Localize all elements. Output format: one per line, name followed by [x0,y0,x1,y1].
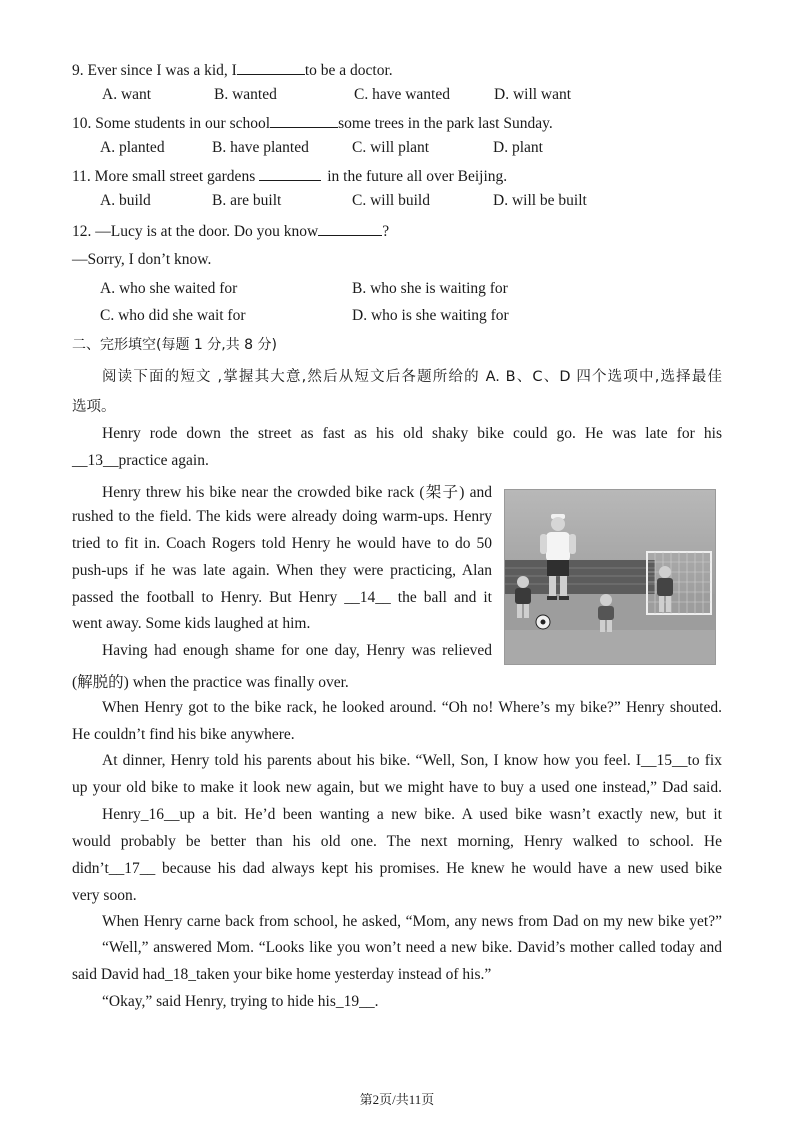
option-c: C. have wanted [354,86,450,103]
passage-line: didn’t__17__ because his dad always kept his promises. He knew he would have a new used bike [72,860,722,877]
question-11-stem [72,166,507,186]
option-d: D. plant [493,139,543,156]
passage-line: push-ups if he was late again. When they were practicing, Alan [72,562,492,579]
option-a: A. planted [100,139,165,156]
passage-line: “Okay,” said Henry, trying to hide his_19__. [102,993,379,1010]
passage-line: He couldn’t find his bike anywhere. [72,726,295,743]
passage-line: When Henry got to the bike rack, he looked around. “Oh no! Where’s my bike?” Henry shouted. [102,699,722,716]
passage-line: Having had enough shame for one day, Henry was relieved [102,642,492,659]
soccer-practice-illustration [504,489,716,665]
page-number: 第2页/共11页 [359,1092,435,1107]
passage-line: tried to fit in. Coach Rogers told Henry he would have to do 50 [72,535,492,552]
passage-line: went away. Some kids laughed at him. [72,615,311,632]
passage-line: would probably be better than his old one. The next morning, Henry walked to school. He [72,833,722,850]
passage-line: passed the football to Henry. But Henry __14__ the ball and it [72,589,492,606]
answer-blank [259,166,321,181]
question-12-text: 12. —Lucy is at the door. Do you know [72,223,319,240]
passage-line: very soon. [72,887,137,904]
question-12-stem [72,221,389,241]
option-d: D. who is she waiting for [352,307,509,324]
option-c: C. will build [352,192,430,209]
answer-blank [270,113,338,128]
section-instructions-end: 选项。 [72,399,116,415]
answer-blank [237,60,305,75]
question-9-text-end: to be a doctor. [304,62,393,79]
question-9-text: 9. Ever since I was a kid, I [72,62,237,79]
option-b: B. are built [212,192,282,209]
passage-line: rushed to the field. The kids were already doing warm-ups. Henry [72,508,492,525]
option-d: D. will want [494,86,572,103]
passage-line: “Well,” answered Mom. “Looks like you won’t need a new bike. David’s mother called today and [102,939,722,956]
option-c: C. will plant [352,139,430,156]
passage-line: __13__practice again. [72,452,209,469]
question-12-text-end: ? [382,223,390,240]
section-instructions: 阅读下面的短文 ,掌握其大意,然后从短文后各题所给的 A. B、C、D 四个选项中,选择最佳 [102,369,722,385]
option-a: A. build [100,192,151,209]
option-a: A. who she waited for [100,280,238,297]
passage-line: up your old bike to make it look new again, but we might have to buy a used one instead,” Dad said. [72,779,722,796]
passage-line: Henry rode down the street as fast as his old shaky bike could go. He was late for his [102,425,722,442]
option-d: D. will be built [493,192,587,209]
passage-line: When Henry carne back from school, he asked, “Mom, any news from Dad on my new bike yet?” [102,913,722,930]
question-11-text: 11. More small street gardens [72,168,256,185]
question-10-text: 10. Some students in our school [72,115,271,132]
question-9-stem [72,60,393,80]
passage-line: Henry threw his bike near the crowded bike rack (架子) and [102,484,492,501]
answer-blank [318,221,382,236]
passage-line: said David had_18_taken your bike home yesterday instead of his.” [72,966,492,983]
question-10-stem [72,113,553,133]
question-10-text-end: some trees in the park last Sunday. [338,115,553,132]
soccer-scene-icon [505,490,715,664]
question-11-text-end: in the future all over Beijing. [327,168,508,185]
option-b: B. have planted [212,139,309,156]
question-12-reply: —Sorry, I don’t know. [72,251,212,268]
option-c: C. who did she wait for [100,307,246,324]
option-b: B. wanted [214,86,277,103]
option-b: B. who she is waiting for [352,280,508,297]
passage-line: Henry_16__up a bit. He’d been wanting a new bike. A used bike wasn’t exactly new, but it [102,806,722,823]
option-a: A. want [102,86,152,103]
passage-line: (解脱的) when the practice was finally over. [72,674,349,691]
section-heading: 二、完形填空(每题 1 分,共 8 分) [72,337,277,353]
passage-line: At dinner, Henry told his parents about his bike. “Well, Son, I know how you feel. I__15__to fix [102,752,722,769]
